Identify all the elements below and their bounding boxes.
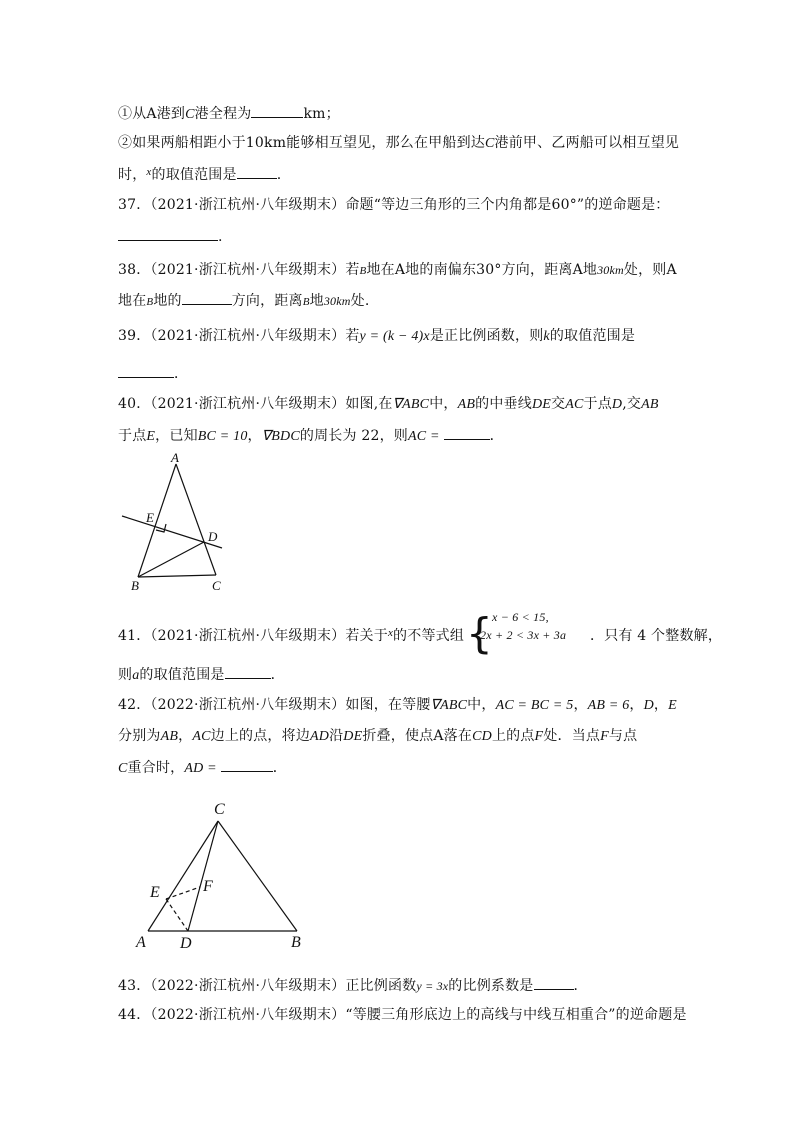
var: a	[132, 668, 140, 683]
q44-line1	[118, 1005, 687, 1025]
label-F: F	[203, 878, 213, 895]
q40-line1	[118, 394, 659, 415]
answer-blank[interactable]	[225, 664, 271, 679]
q42-line3: C重合时，AD = ．	[118, 757, 287, 779]
var: E	[668, 698, 677, 713]
var: ∇ABC	[392, 397, 430, 412]
text: ．只有 4 个整数解，	[590, 628, 723, 644]
segment-AC	[148, 821, 218, 931]
segment-AC	[176, 464, 216, 575]
label-D: D	[208, 529, 218, 544]
var: C	[118, 761, 128, 776]
text: 42．（2022·浙江杭州·八年级期末）如图，在等腰	[118, 697, 431, 713]
var: k	[543, 329, 550, 344]
q36-sub1	[118, 103, 340, 125]
text: 中，	[429, 396, 458, 412]
label-B: B	[291, 934, 301, 951]
formula: AB = 6	[587, 698, 630, 713]
text: ,交	[622, 396, 642, 412]
q42-line2	[118, 726, 637, 747]
inequality-1: x − 6 < 15,	[492, 610, 549, 624]
text: 41．（2021·浙江杭州·八年级期末）若关于	[118, 628, 388, 644]
text: 处．当点	[543, 728, 601, 744]
text: 40．（2021·浙江杭州·八年级期末）如图,在	[118, 396, 393, 412]
var: x	[146, 166, 152, 178]
text: ②如果两船相距小于10km能够相互望见，那么在甲船到达	[118, 135, 485, 151]
var: AB	[457, 397, 476, 412]
text: 39．（2021·浙江杭州·八年级期末）若	[118, 328, 360, 344]
var: CD	[472, 729, 492, 744]
text: km；	[303, 106, 340, 122]
q41-line1	[118, 609, 723, 658]
text: 上的点	[491, 728, 535, 744]
label-E: E	[150, 884, 160, 901]
answer-blank[interactable]	[118, 226, 218, 241]
var: AC	[565, 397, 584, 412]
var: x	[387, 627, 394, 639]
inequality-2: 2x + 2 < 3x + 3a	[480, 628, 567, 642]
text: 时，	[118, 167, 147, 183]
segment-BC	[138, 575, 216, 577]
text: 处.	[350, 293, 370, 309]
text: ，	[653, 697, 669, 713]
q39-line1	[118, 326, 635, 347]
formula: BC = 10	[197, 429, 248, 444]
q42-figure	[132, 795, 317, 955]
q40-line2: 于点E，已知BC = 10，∇BDC的周长为 22，则AC = ．	[118, 425, 504, 447]
answer-blank[interactable]	[182, 290, 232, 305]
var: AB	[160, 729, 179, 744]
text: 43．（2022·浙江杭州·八年级期末）正比例函数	[118, 978, 417, 994]
var: D	[643, 698, 654, 713]
var: 30km	[597, 263, 624, 277]
q38-line2	[118, 290, 370, 312]
var: C	[185, 107, 195, 122]
text: 地在A地的南偏东30°方向，距离A地	[366, 262, 598, 278]
answer-blank[interactable]	[251, 103, 303, 118]
label-E: E	[146, 510, 154, 525]
text: ，	[247, 428, 262, 444]
text: 38．（2021·浙江杭州·八年级期末）若	[118, 262, 360, 278]
var: 30km	[323, 294, 351, 308]
text: 与点	[608, 728, 638, 744]
label-D: D	[180, 935, 192, 952]
q42-line1	[118, 695, 677, 716]
text: 边上的点，将边	[210, 728, 311, 744]
answer-blank[interactable]	[444, 425, 490, 440]
inequality-system	[466, 609, 590, 658]
perpendicular-bisector-DE	[122, 516, 222, 548]
var: AC	[192, 729, 211, 744]
q36-sub2-line2: 时，$^x$的取值范围是 .	[118, 166, 282, 183]
var: B	[146, 296, 154, 308]
var: AB	[641, 397, 659, 412]
answer-blank[interactable]	[237, 164, 277, 179]
text: ，	[573, 697, 588, 713]
text: 港全程为	[194, 106, 252, 122]
var: C	[484, 136, 495, 151]
q39-line2: ．	[118, 363, 188, 384]
dashed-EF	[166, 887, 200, 899]
q38-line1	[118, 260, 677, 281]
formula: y = (k − 4)x	[359, 329, 430, 344]
q43-line1: 43．（2022·浙江杭州·八年级期末）正比例函数y = 3x的比例系数是 ．	[118, 975, 588, 996]
text: 的取值范围是	[549, 328, 636, 344]
var: B	[359, 265, 367, 277]
text: 地的	[153, 293, 182, 309]
text: 是正比例函数，则	[429, 328, 544, 344]
answer-blank[interactable]	[118, 363, 174, 378]
question-text: 44．（2022·浙江杭州·八年级期末）“等腰三角形底边上的高线与中线互相重合”的逆命题是	[118, 1007, 687, 1023]
var: AC =	[407, 429, 440, 444]
text: 交	[551, 396, 566, 412]
var: ∇ABC	[430, 698, 468, 713]
q37-line2: .	[118, 226, 223, 247]
text: 方向，距离	[231, 293, 303, 309]
q40-figure	[112, 448, 232, 598]
var: B	[302, 296, 310, 308]
text: 于点	[118, 428, 147, 444]
dashed-DE	[166, 899, 188, 931]
text: 沿	[329, 728, 344, 744]
text: ，	[178, 728, 193, 744]
var: AD =	[184, 761, 217, 776]
text: 的取值范围是	[139, 667, 225, 683]
q41-line2: 则a的取值范围是 ．	[118, 664, 285, 686]
text: 重合时，	[127, 760, 185, 776]
text: ，已知	[155, 428, 198, 444]
var: D	[611, 397, 623, 412]
text: 的取值范围是	[151, 167, 237, 183]
label-A: A	[171, 450, 179, 465]
var: F	[600, 729, 609, 744]
question-text: 37．（2021·浙江杭州·八年级期末）命题“等边三角形的三个内角都是60°”的逆命题是：	[118, 197, 670, 213]
text: 分别为	[118, 728, 161, 744]
text: 的比例系数是	[448, 978, 534, 994]
var: F	[534, 729, 544, 744]
text: 中，	[467, 697, 496, 713]
answer-blank[interactable]	[221, 757, 273, 772]
q36-sub2-line1	[118, 133, 679, 154]
text: ①从A港到	[118, 106, 186, 122]
label-B: B	[131, 578, 139, 593]
var: E	[146, 429, 156, 444]
text: 地	[309, 293, 324, 309]
var: ∇BDC	[261, 429, 300, 444]
text: 地在	[118, 293, 147, 309]
segment-BC	[218, 821, 297, 931]
var: AD	[310, 729, 330, 744]
label-A: A	[136, 934, 146, 951]
text: 折叠，使点A落在	[362, 728, 473, 744]
formula: y = 3x	[416, 979, 449, 993]
text: 处，则A	[623, 262, 677, 278]
text: 则	[118, 667, 133, 683]
text: 于点	[583, 396, 612, 412]
text: 的不等式组	[393, 628, 465, 644]
segment-CD	[188, 821, 218, 931]
text: 的中垂线	[475, 396, 532, 412]
label-C: C	[212, 578, 221, 593]
text: 的周长为 22，则	[299, 428, 408, 444]
var: DE	[343, 729, 363, 744]
var: DE	[531, 397, 551, 412]
text: ，	[629, 697, 644, 713]
formula: AC = BC = 5	[495, 698, 574, 713]
q37-line1	[118, 195, 669, 215]
label-C: C	[214, 801, 225, 818]
answer-blank[interactable]	[534, 975, 574, 990]
brace-glyph: {	[466, 609, 493, 658]
text: 港前甲、乙两船可以相互望见	[494, 135, 680, 151]
